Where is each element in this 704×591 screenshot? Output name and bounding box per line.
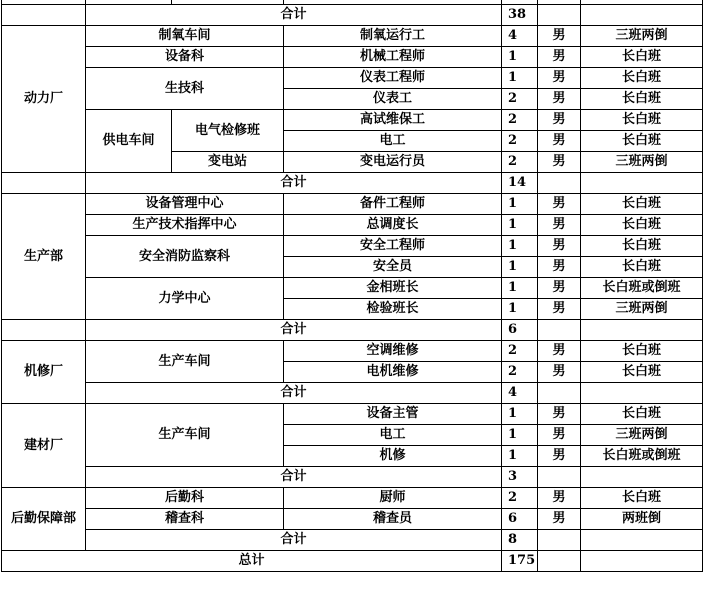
post-cell: 总调度长 [284, 215, 502, 236]
subunit-cell: 电气检修班 [172, 110, 284, 152]
count-cell: 2 [502, 131, 538, 152]
post-cell: 备件工程师 [284, 194, 502, 215]
unit-cell: 设备管理中心 [86, 194, 284, 215]
gender-cell: 男 [538, 110, 581, 131]
shift-cell: 长白班 [581, 362, 703, 383]
count-cell: 2 [502, 89, 538, 110]
post-cell: 电工 [284, 425, 502, 446]
subtotal-label: 合计 [86, 5, 502, 26]
count-cell: 6 [502, 320, 538, 341]
subtotal-row [2, 530, 703, 551]
shift-cell: 长白班或倒班 [581, 446, 703, 467]
shift-cell: 三班两倒 [581, 425, 703, 446]
table-row [2, 194, 703, 215]
shift-cell: 长白班 [581, 341, 703, 362]
shift-cell: 三班两倒 [581, 26, 703, 47]
count-cell: 2 [502, 341, 538, 362]
gender-cell: 男 [538, 509, 581, 530]
subtotal-label: 合计 [86, 530, 502, 551]
department-cell: 建材厂 [2, 404, 86, 488]
shift-cell: 长白班 [581, 110, 703, 131]
grand-total-count: 175 [502, 551, 538, 572]
shift-cell: 长白班 [581, 488, 703, 509]
shift-cell: 两班倒 [581, 509, 703, 530]
subtotal-row [2, 5, 703, 26]
post-cell: 机修 [284, 446, 502, 467]
gender-cell: 男 [538, 236, 581, 257]
shift-cell: 长白班 [581, 236, 703, 257]
table-row [2, 341, 703, 362]
gender-cell: 男 [538, 194, 581, 215]
count-cell: 4 [502, 383, 538, 404]
unit-cell: 生技科 [86, 68, 284, 110]
count-cell: 1 [502, 278, 538, 299]
table-row [2, 236, 703, 257]
department-cell: 生产部 [2, 194, 86, 320]
table-row [2, 68, 703, 89]
count-cell: 2 [502, 488, 538, 509]
unit-cell: 供电车间 [86, 110, 172, 173]
post-cell: 电机维修 [284, 362, 502, 383]
count-cell: 4 [502, 26, 538, 47]
count-cell: 2 [502, 152, 538, 173]
subunit-cell: 变电站 [172, 152, 284, 173]
gender-cell: 男 [538, 446, 581, 467]
gender-cell: 男 [538, 488, 581, 509]
unit-cell: 力学中心 [86, 278, 284, 320]
count-cell: 1 [502, 425, 538, 446]
shift-cell: 长白班 [581, 89, 703, 110]
post-cell: 仪表工程师 [284, 68, 502, 89]
gender-cell: 男 [538, 131, 581, 152]
shift-cell: 长白班 [581, 194, 703, 215]
unit-cell: 设备科 [86, 47, 284, 68]
shift-cell: 长白班 [581, 257, 703, 278]
gender-cell: 男 [538, 26, 581, 47]
shift-cell: 长白班 [581, 131, 703, 152]
unit-cell: 生产车间 [86, 404, 284, 467]
department-cell: 机修厂 [2, 341, 86, 404]
post-cell: 设备主管 [284, 404, 502, 425]
shift-cell: 长白班或倒班 [581, 278, 703, 299]
post-cell: 稽查员 [284, 509, 502, 530]
gender-cell: 男 [538, 362, 581, 383]
grand-total-label: 总计 [2, 551, 502, 572]
shift-cell: 长白班 [581, 68, 703, 89]
gender-cell: 男 [538, 152, 581, 173]
unit-cell: 后勤科 [86, 488, 284, 509]
subtotal-label: 合计 [86, 173, 502, 194]
unit-cell: 生产技术指挥中心 [86, 215, 284, 236]
unit-cell: 稽查科 [86, 509, 284, 530]
count-cell: 2 [502, 110, 538, 131]
shift-cell: 三班两倒 [581, 152, 703, 173]
subtotal-label: 合计 [86, 467, 502, 488]
gender-cell: 男 [538, 404, 581, 425]
gender-cell: 男 [538, 68, 581, 89]
gender-cell: 男 [538, 278, 581, 299]
subtotal-row [2, 383, 703, 404]
gender-cell: 男 [538, 341, 581, 362]
count-cell: 1 [502, 446, 538, 467]
table-row [2, 509, 703, 530]
count-cell: 1 [502, 194, 538, 215]
post-cell: 空调维修 [284, 341, 502, 362]
count-cell: 2 [502, 362, 538, 383]
post-cell: 机械工程师 [284, 47, 502, 68]
gender-cell: 男 [538, 215, 581, 236]
table-row [2, 26, 703, 47]
count-cell: 1 [502, 236, 538, 257]
subtotal-row [2, 467, 703, 488]
gender-cell: 男 [538, 257, 581, 278]
post-cell: 仪表工 [284, 89, 502, 110]
post-cell: 安全工程师 [284, 236, 502, 257]
subtotal-row [2, 173, 703, 194]
count-cell: 3 [502, 467, 538, 488]
count-cell: 14 [502, 173, 538, 194]
post-cell: 厨师 [284, 488, 502, 509]
shift-cell: 长白班 [581, 215, 703, 236]
count-cell: 1 [502, 404, 538, 425]
count-cell: 38 [502, 5, 538, 26]
count-cell: 1 [502, 299, 538, 320]
post-cell: 电工 [284, 131, 502, 152]
unit-cell: 安全消防监察科 [86, 236, 284, 278]
post-cell: 制氧运行工 [284, 26, 502, 47]
staffing-table [1, 0, 703, 572]
post-cell: 变电运行员 [284, 152, 502, 173]
table-row [2, 278, 703, 299]
subtotal-row [2, 320, 703, 341]
post-cell: 检验班长 [284, 299, 502, 320]
subtotal-label: 合计 [86, 320, 502, 341]
shift-cell: 长白班 [581, 404, 703, 425]
table-row [2, 404, 703, 425]
count-cell: 8 [502, 530, 538, 551]
post-cell: 金相班长 [284, 278, 502, 299]
count-cell: 1 [502, 47, 538, 68]
subtotal-label: 合计 [86, 383, 502, 404]
unit-cell: 制氧车间 [86, 26, 284, 47]
count-cell: 6 [502, 509, 538, 530]
grand-total-row [2, 551, 703, 572]
post-cell: 高试维保工 [284, 110, 502, 131]
count-cell: 1 [502, 257, 538, 278]
table-row [2, 488, 703, 509]
unit-cell: 生产车间 [86, 341, 284, 383]
department-cell: 后勤保障部 [2, 488, 86, 551]
shift-cell: 长白班 [581, 47, 703, 68]
department-cell: 动力厂 [2, 26, 86, 173]
table-row [2, 215, 703, 236]
gender-cell: 男 [538, 425, 581, 446]
table-row [2, 47, 703, 68]
count-cell: 1 [502, 215, 538, 236]
gender-cell: 男 [538, 89, 581, 110]
gender-cell: 男 [538, 299, 581, 320]
post-cell: 安全员 [284, 257, 502, 278]
table-row [2, 110, 703, 131]
gender-cell: 男 [538, 47, 581, 68]
count-cell: 1 [502, 68, 538, 89]
shift-cell: 三班两倒 [581, 299, 703, 320]
